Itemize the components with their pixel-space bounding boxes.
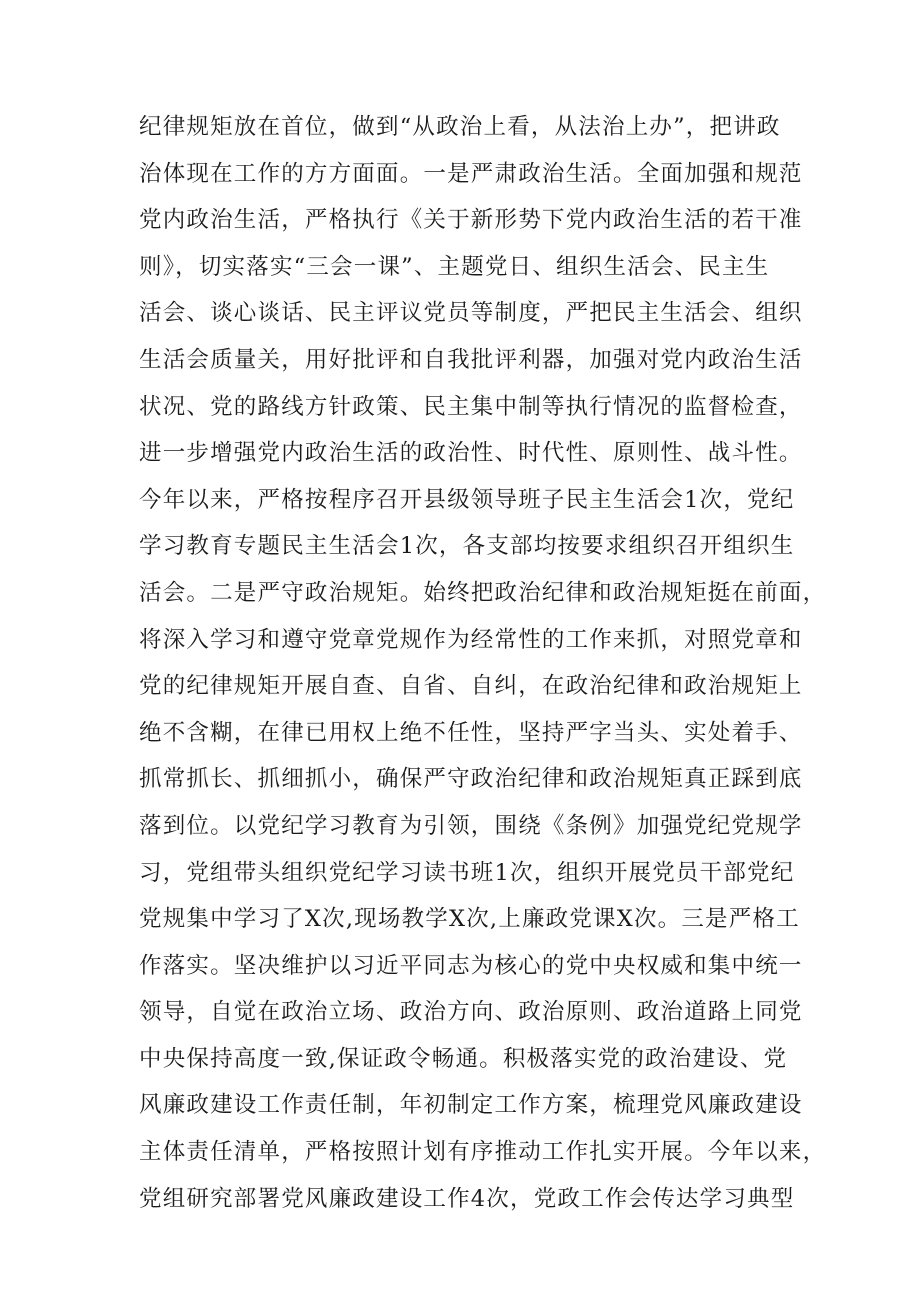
text-line: 中央保持高度一致,保证政令畅通。积极落实党的政治建设、党 <box>139 1045 788 1072</box>
text-line: 党内政治生活，严格执行《关于新形势下党内政治生活的若干准 <box>139 207 803 234</box>
text-line: 将深入学习和遵守党章党规作为经常性的工作来抓，对照党章和 <box>139 626 803 653</box>
text-line: 风廉政建设工作责任制，年初制定工作方案，梳理党风廉政建设 <box>139 1092 803 1119</box>
text-line: 抓常抓长、抓细抓小，确保严守政治纪律和政治规矩真正踩到底 <box>139 766 803 793</box>
text-line: 学习教育专题民主生活会1次，各支部均按要求组织召开组织生 <box>139 533 795 560</box>
text-line: 绝不含糊，在律已用权上绝不任性，坚持严字当头、实处着手、 <box>139 719 803 746</box>
body-paragraph <box>139 104 827 1222</box>
text-line: 今年以来，严格按程序召开县级领导班子民主生活会1次，党纪 <box>139 486 795 513</box>
text-line: 活会。二是严守政治规矩。始终把政治纪律和政治规矩挺在前面， <box>139 579 827 606</box>
text-line: 状况、党的路线方针政策、民主集中制等执行情况的监督检查， <box>139 393 803 420</box>
text-line: 生活会质量关，用好批评和自我批评利器，加强对党内政治生活 <box>139 346 803 373</box>
text-line: 党的纪律规矩开展自查、自省、自纠，在政治纪律和政治规矩上 <box>139 673 803 700</box>
text-line: 落到位。以党纪学习教育为引领，围绕《条例》加强党纪党规学 <box>139 812 803 839</box>
text-line: 进一步增强党内政治生活的政治性、时代性、原则性、战斗性。 <box>139 440 803 467</box>
text-line: 习，党组带头组织党纪学习读书班1次，组织开展党员干部党纪 <box>139 859 795 886</box>
text-line: 党组研究部署党风廉政建设工作4次，党政工作会传达学习典型 <box>139 1185 795 1212</box>
text-line: 作落实。坚决维护以习近平同志为核心的党中央权威和集中统一 <box>139 952 803 979</box>
text-line: 治体现在工作的方方面面。一是严肃政治生活。全面加强和规范 <box>139 160 803 187</box>
text-line: 领导，自觉在政治立场、政治方向、政治原则、政治道路上同党 <box>139 999 803 1026</box>
text-line: 纪律规矩放在首位，做到“从政治上看，从法治上办”，把讲政 <box>139 114 781 140</box>
text-line: 主体责任清单，严格按照计划有序推动工作扎实开展。今年以来， <box>139 1139 827 1166</box>
text-line: 党规集中学习了X次,现场教学X次,上廉政党课X次。三是严格工 <box>139 906 800 933</box>
text-line: 则》，切实落实“三会一课”、主题党日、组织生活会、民主生 <box>139 253 770 280</box>
text-line: 活会、谈心谈话、民主评议党员等制度，严把民主生活会、组织 <box>139 300 803 327</box>
